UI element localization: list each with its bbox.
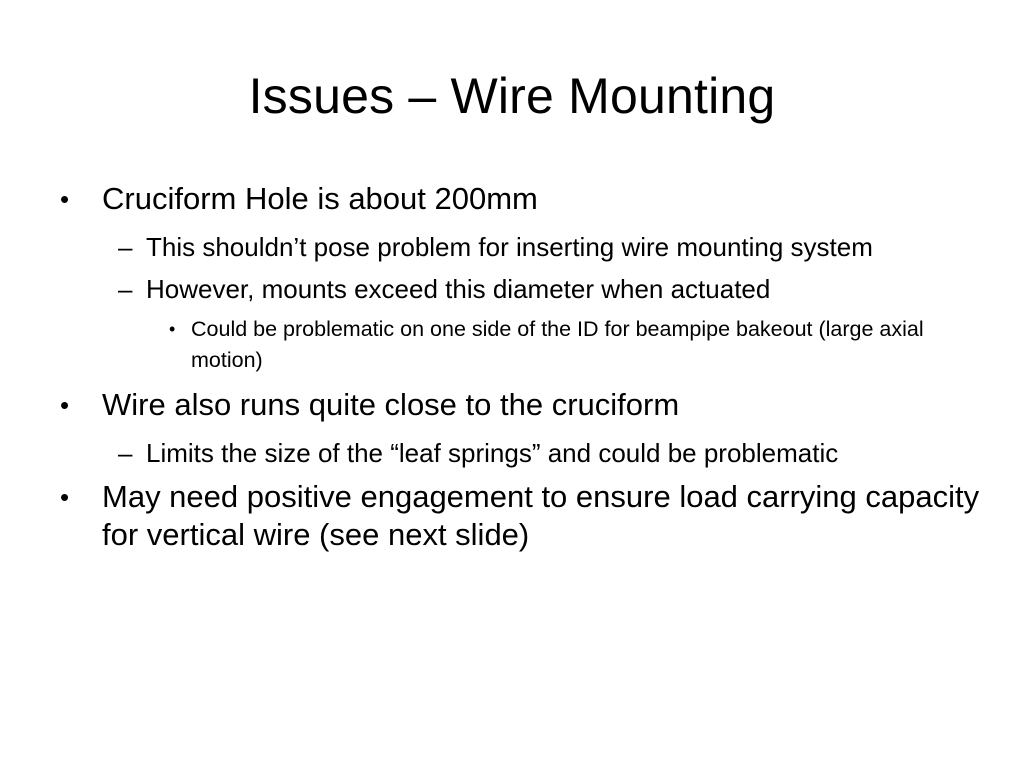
bullet-item [52,386,992,424]
sub-bullet-text: However, mounts exceed this diameter when actuated [146,274,771,304]
bullet-text: Wire also runs quite close to the cruciform [102,387,680,422]
bullet-dot-icon: • [60,184,70,214]
bullet-item [52,180,992,218]
sub-sub-bullet-item [52,314,992,376]
sub-bullet-item [52,272,992,306]
bullet-dot-icon: • [60,482,70,512]
bullet-dot-icon: • [60,390,70,420]
dash-icon: – [118,438,133,468]
bullet-text: Cruciform Hole is about 200mm [102,181,538,216]
sub-bullet-item [52,436,992,470]
slide-body [52,180,992,566]
bullet-dot-icon: • [169,319,176,339]
bullet-item [52,478,992,554]
sub-bullet-item [52,230,992,264]
sub-sub-bullet-text: Could be problematic on one side of the ID for beampipe bakeout (large axial motion) [191,317,924,372]
sub-bullet-text: This shouldn’t pose problem for inserting wire mounting system [146,232,873,262]
dash-icon: – [118,232,133,262]
sub-bullet-text: Limits the size of the “leaf springs” and could be problematic [146,438,839,468]
bullet-text: May need positive engagement to ensure load carrying capacity for vertical wire (see next slide) [102,479,980,552]
dash-icon: – [118,274,133,304]
slide-title: Issues – Wire Mounting [248,68,776,124]
